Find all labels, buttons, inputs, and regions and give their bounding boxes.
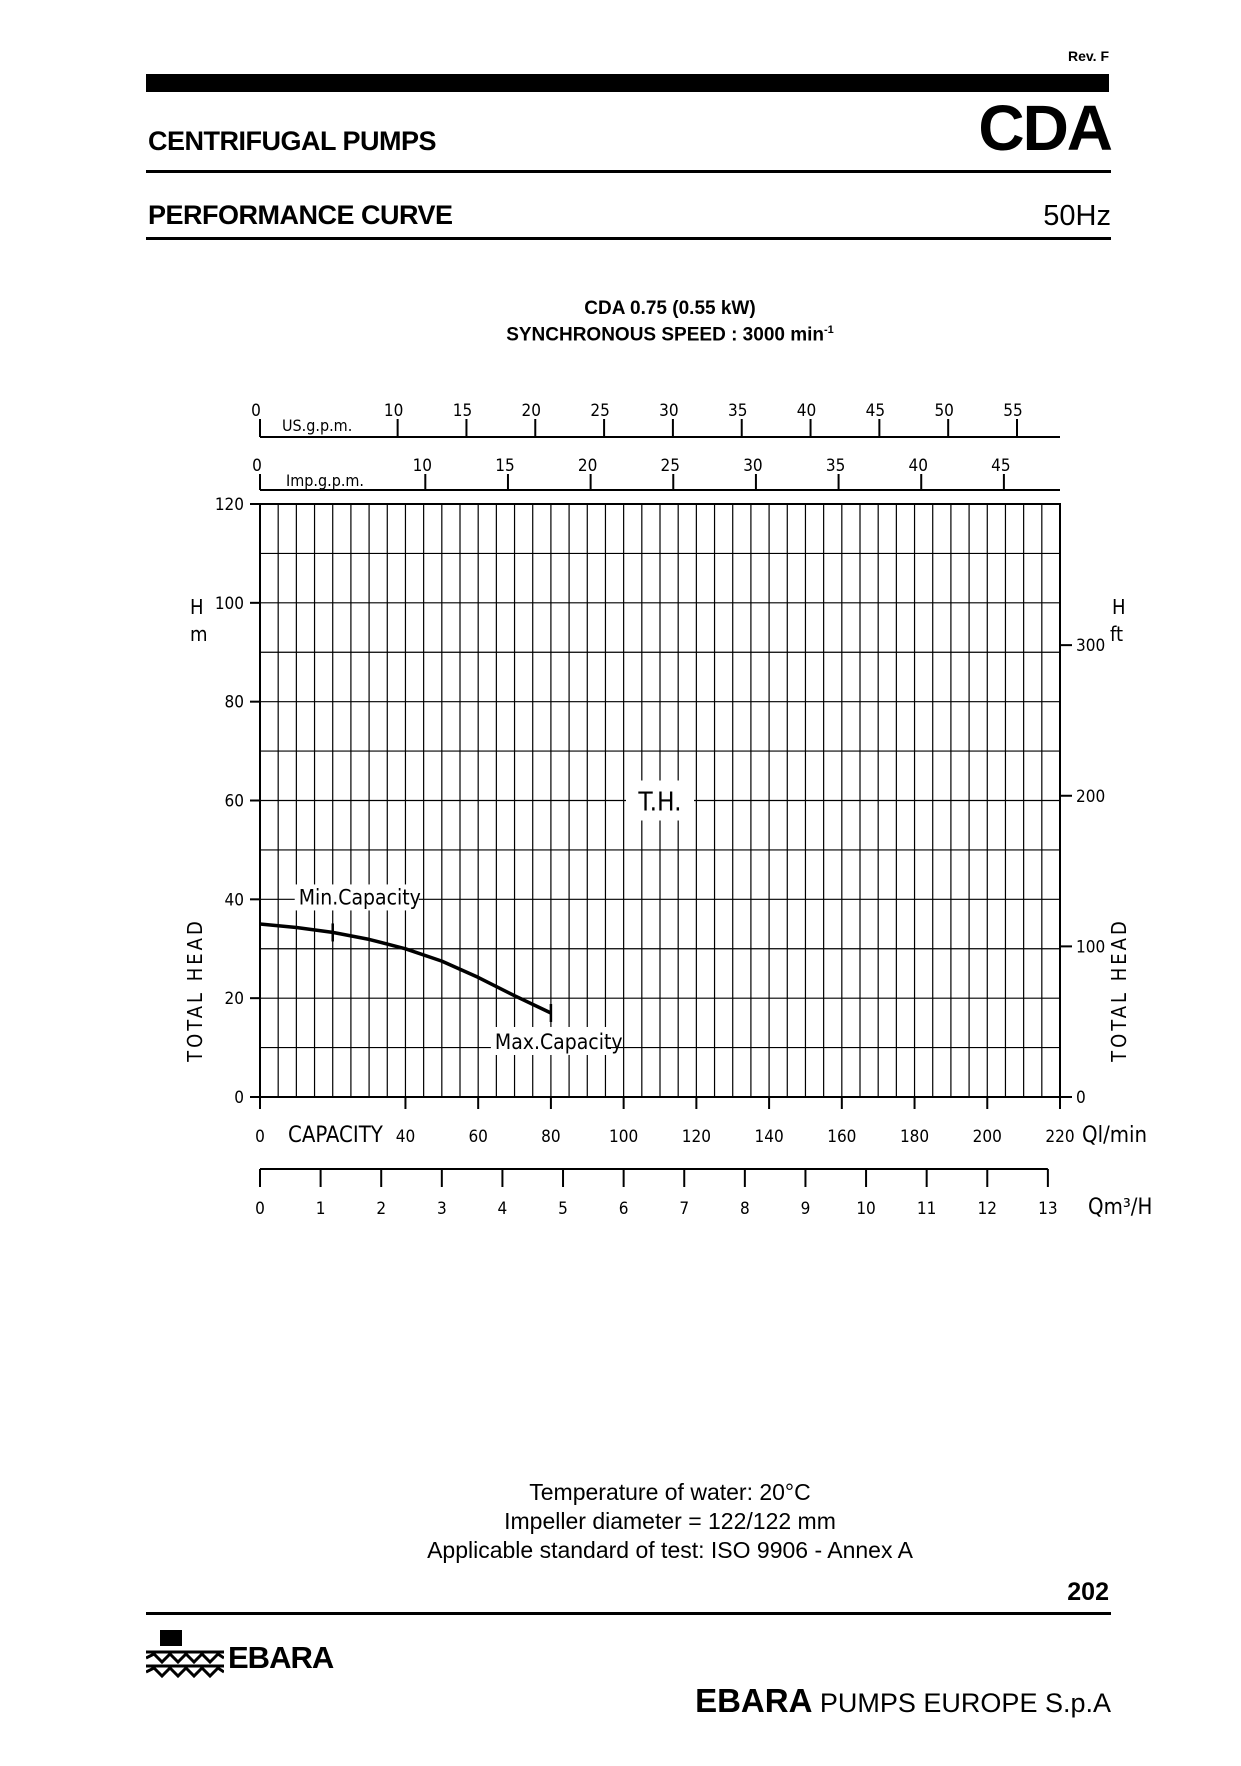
qm3h-tick-label: 9 <box>800 1199 811 1219</box>
impgpm-tick-label: 45 <box>991 456 1011 476</box>
usgpm-tick-label: 15 <box>452 401 473 421</box>
chart-title-line2-text: SYNCHRONOUS SPEED : 3000 min <box>506 324 825 346</box>
y2-unit-label-h: H <box>1112 595 1126 619</box>
brand-bold: EBARA <box>695 1682 813 1719</box>
page-number: 202 <box>1067 1578 1109 1606</box>
note-temperature: Temperature of water: 20°C <box>529 1479 811 1505</box>
impgpm-tick-label: 35 <box>825 456 846 476</box>
note-impeller: Impeller diameter = 122/122 mm <box>504 1508 836 1534</box>
qm3h-unit-label: Qm³/H <box>1088 1195 1153 1220</box>
x-tick-label: 0 <box>255 1127 265 1147</box>
y-axis-label: TOTAL HEAD <box>183 918 207 1062</box>
impgpm-tick-label: 25 <box>660 456 681 476</box>
x-tick-label: 120 <box>681 1127 711 1147</box>
y2-tick-label: 0 <box>1076 1088 1086 1108</box>
y-tick-label: 20 <box>224 989 244 1010</box>
max-capacity-label: Max.Capacity <box>494 1029 623 1054</box>
x-tick-label: 220 <box>1045 1127 1075 1147</box>
x-unit-label: Ql/min <box>1082 1123 1148 1148</box>
curve-layer <box>260 781 694 1055</box>
impgpm-tick-label: 30 <box>743 456 763 476</box>
usgpm-tick-label: 0 <box>251 401 261 421</box>
impgpm-tick-label: 40 <box>908 456 928 476</box>
x-tick-label: 180 <box>899 1127 930 1147</box>
x-tick-label: 60 <box>468 1127 488 1147</box>
qm3h-tick-label: 3 <box>436 1199 447 1219</box>
qm3h-tick-label: 0 <box>255 1199 265 1219</box>
usgpm-tick-label: 55 <box>1003 401 1023 421</box>
chart-title-line1: CDA 0.75 (0.55 kW) <box>584 298 756 319</box>
x-tick-label: 40 <box>395 1127 416 1147</box>
model-code: CDA <box>978 92 1111 164</box>
usgpm-tick-label: 40 <box>796 401 817 421</box>
impgpm-tick-label: 0 <box>252 456 262 476</box>
y2-tick-label: 300 <box>1076 636 1106 657</box>
category-title: CENTRIFUGAL PUMPS <box>148 126 437 156</box>
note-standard: Applicable standard of test: ISO 9906 - Annex A <box>427 1537 913 1563</box>
x-axis-label: CAPACITY <box>288 1123 383 1148</box>
impgpm-tick-label: 15 <box>495 456 515 476</box>
y-tick-label: 60 <box>224 791 244 812</box>
x-tick-label: 100 <box>609 1127 639 1147</box>
x-tick-label: 140 <box>754 1127 784 1147</box>
qm3h-tick-label: 7 <box>679 1199 690 1219</box>
qm3h-tick-label: 10 <box>856 1199 876 1219</box>
y2-tick-label: 200 <box>1076 786 1106 807</box>
section-title: PERFORMANCE CURVE <box>148 200 453 230</box>
qm3h-tick-label: 13 <box>1038 1199 1058 1219</box>
notes-block <box>0 1478 1241 1565</box>
qm3h-tick-label: 12 <box>977 1199 998 1219</box>
x-tick-label: 80 <box>541 1127 561 1147</box>
y-unit-label-h: H <box>190 595 204 619</box>
frequency-label: 50Hz <box>1043 200 1111 232</box>
brand-rest: PUMPS EUROPE S.p.A <box>812 1688 1111 1718</box>
x-tick-label: 200 <box>972 1127 1002 1147</box>
usgpm-tick-label: 30 <box>659 401 679 421</box>
min-capacity-label: Min.Capacity <box>298 885 421 910</box>
qm3h-tick-label: 4 <box>497 1199 508 1219</box>
impgpm-unit-label: Imp.g.p.m. <box>286 471 364 490</box>
qm3h-tick-label: 11 <box>916 1199 937 1219</box>
revision-label: Rev. F <box>1068 48 1109 64</box>
y-tick-label: 100 <box>214 593 244 614</box>
usgpm-tick-label: 50 <box>934 401 954 421</box>
y2-tick-label: 100 <box>1076 937 1106 958</box>
qm3h-tick-label: 5 <box>558 1199 568 1219</box>
th-curve-label: T.H. <box>638 787 682 818</box>
usgpm-tick-label: 10 <box>383 401 404 421</box>
y-unit-label-m: m <box>190 622 208 646</box>
usgpm-tick-label: 35 <box>727 401 748 421</box>
x-tick-label: 160 <box>827 1127 857 1147</box>
ebara-logo-text: EBARA <box>228 1640 334 1675</box>
usgpm-tick-label: 45 <box>865 401 886 421</box>
impgpm-tick-label: 20 <box>577 456 598 476</box>
y-tick-label: 0 <box>234 1088 244 1108</box>
y2-axis-label: TOTAL HEAD <box>1107 918 1131 1062</box>
y2-unit-label-ft: ft <box>1110 622 1124 646</box>
qm3h-tick-label: 8 <box>739 1199 750 1219</box>
qm3h-tick-label: 2 <box>376 1199 387 1219</box>
usgpm-tick-label: 20 <box>521 401 542 421</box>
y-tick-label: 120 <box>214 495 244 515</box>
y-tick-label: 80 <box>224 692 244 713</box>
usgpm-tick-label: 25 <box>590 401 610 421</box>
chart-title-line2-sup: -1 <box>824 324 834 336</box>
qm3h-tick-label: 6 <box>618 1199 629 1219</box>
y-tick-label: 40 <box>224 890 244 911</box>
ebara-logo-icon <box>146 1630 224 1680</box>
impgpm-tick-label: 10 <box>412 456 433 476</box>
footer-rule <box>146 1612 1111 1615</box>
qm3h-tick-label: 1 <box>315 1199 326 1219</box>
usgpm-unit-label: US.g.p.m. <box>282 416 353 435</box>
brand-footer <box>695 1682 1111 1720</box>
